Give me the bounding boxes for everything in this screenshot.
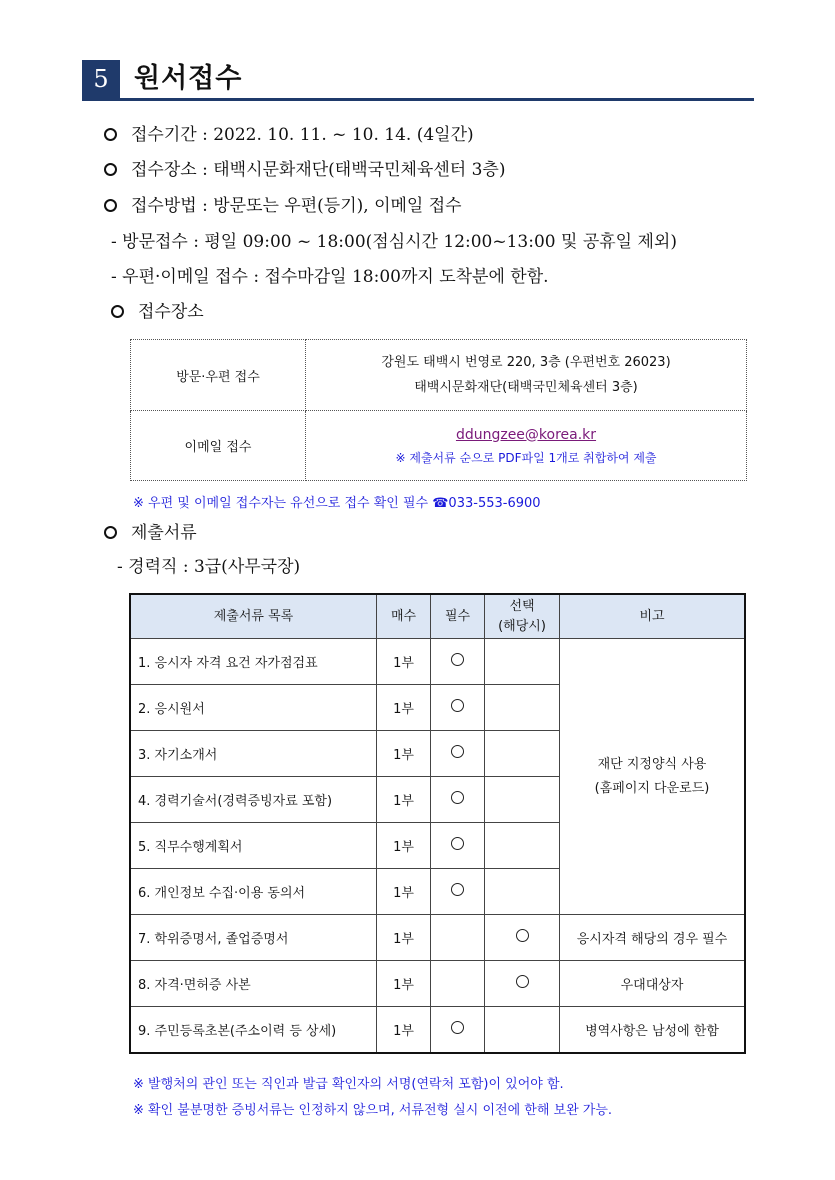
circle-mark-icon (451, 745, 464, 758)
table-row: 9. 주민등록초본(주소이력 등 상세) 1부 병역사항은 남성에 한함 (130, 1007, 745, 1054)
table-row: 4. 경력기술서(경력증빙자료 포함) 1부 (130, 777, 745, 823)
header-list: 제출서류 목록 (130, 594, 377, 639)
circle-mark-icon (451, 653, 464, 666)
circle-bullet-icon (104, 526, 117, 539)
visit-label: 방문·우편 접수 (131, 340, 306, 411)
table-row: 3. 자기소개서 1부 (130, 731, 745, 777)
table-row (131, 411, 747, 481)
email-note: ※ 제출서류 순으로 PDF파일 1개로 취합하여 제출 (395, 450, 657, 465)
table-row (131, 340, 747, 411)
table-row: 7. 학위증명서, 졸업증명서 1부 응시자격 해당의 경우 필수 (130, 915, 745, 961)
table-row: 6. 개인정보 수집·이용 동의서 1부 (130, 869, 745, 915)
circle-mark-icon (451, 791, 464, 804)
footnote-seal: ※ 발행처의 관인 또는 직인과 발급 확인자의 서명(연락처 포함)이 있어야 함. (133, 1077, 564, 1092)
footnote-supplement: ※ 확인 불분명한 증빙서류는 인정하지 않으며, 서류전형 실시 이전에 한해 보완 가능. (133, 1103, 613, 1118)
header-required: 필수 (431, 594, 485, 639)
documents-heading: 제출서류 (104, 521, 197, 545)
item-place: 접수장소 : 태백시문화재단(태백국민체육센터 3층) (104, 158, 505, 182)
email-cell (306, 411, 747, 481)
header-optional: 선택 (해당시) (485, 594, 560, 639)
circle-mark-icon (516, 975, 529, 988)
circle-bullet-icon (104, 163, 117, 176)
table-row: 2. 응시원서 1부 (130, 685, 745, 731)
email-link[interactable]: ddungzee@korea.kr (455, 426, 597, 443)
table-row: 5. 직무수행계획서 1부 (130, 823, 745, 869)
phone-notice: ※ 우편 및 이메일 접수자는 유선으로 접수 확인 필수 ☎033-553-6900 (133, 496, 541, 511)
circle-mark-icon (451, 883, 464, 896)
visit-address: 강원도 태백시 번영로 220, 3층 (우편번호 26023) 태백시문화재단(태백국민체육센터 3층) (306, 340, 747, 411)
sub-item-mail: - 우편·이메일 접수 : 접수마감일 18:00까지 도착분에 한함. (111, 267, 549, 287)
location-heading: 접수장소 (111, 300, 204, 324)
table-row: 1. 응시자 자격 요건 자가점검표 1부 재단 지정양식 사용 (홈페이지 다운로드) (130, 639, 745, 685)
section-title: 원서접수 (134, 63, 243, 94)
circle-bullet-icon (104, 199, 117, 212)
circle-bullet-icon (111, 305, 124, 318)
circle-mark-icon (451, 837, 464, 850)
circle-mark-icon (451, 1021, 464, 1034)
header-divider (82, 98, 754, 101)
documents-sub: - 경력직 : 3급(사무국장) (117, 557, 301, 577)
merged-remark: 재단 지정양식 사용 (홈페이지 다운로드) (560, 639, 746, 915)
location-table (130, 339, 747, 481)
section-number: 5 (82, 60, 120, 98)
item-period: 접수기간 : 2022. 10. 11. ~ 10. 14. (4일간) (104, 123, 474, 147)
documents-table (129, 593, 746, 1054)
circle-mark-icon (516, 929, 529, 942)
header-count: 매수 (377, 594, 431, 639)
circle-bullet-icon (104, 128, 117, 141)
item-method: 접수방법 : 방문또는 우편(등기), 이메일 접수 (104, 194, 462, 218)
circle-mark-icon (451, 699, 464, 712)
header-remarks: 비고 (560, 594, 746, 639)
section-header (82, 60, 754, 102)
table-row: 8. 자격·면허증 사본 1부 우대대상자 (130, 961, 745, 1007)
table-header-row (130, 594, 745, 639)
sub-item-visit: - 방문접수 : 평일 09:00 ~ 18:00(점심시간 12:00~13:00 및 공휴일 제외) (111, 232, 677, 252)
email-label: 이메일 접수 (131, 411, 306, 481)
